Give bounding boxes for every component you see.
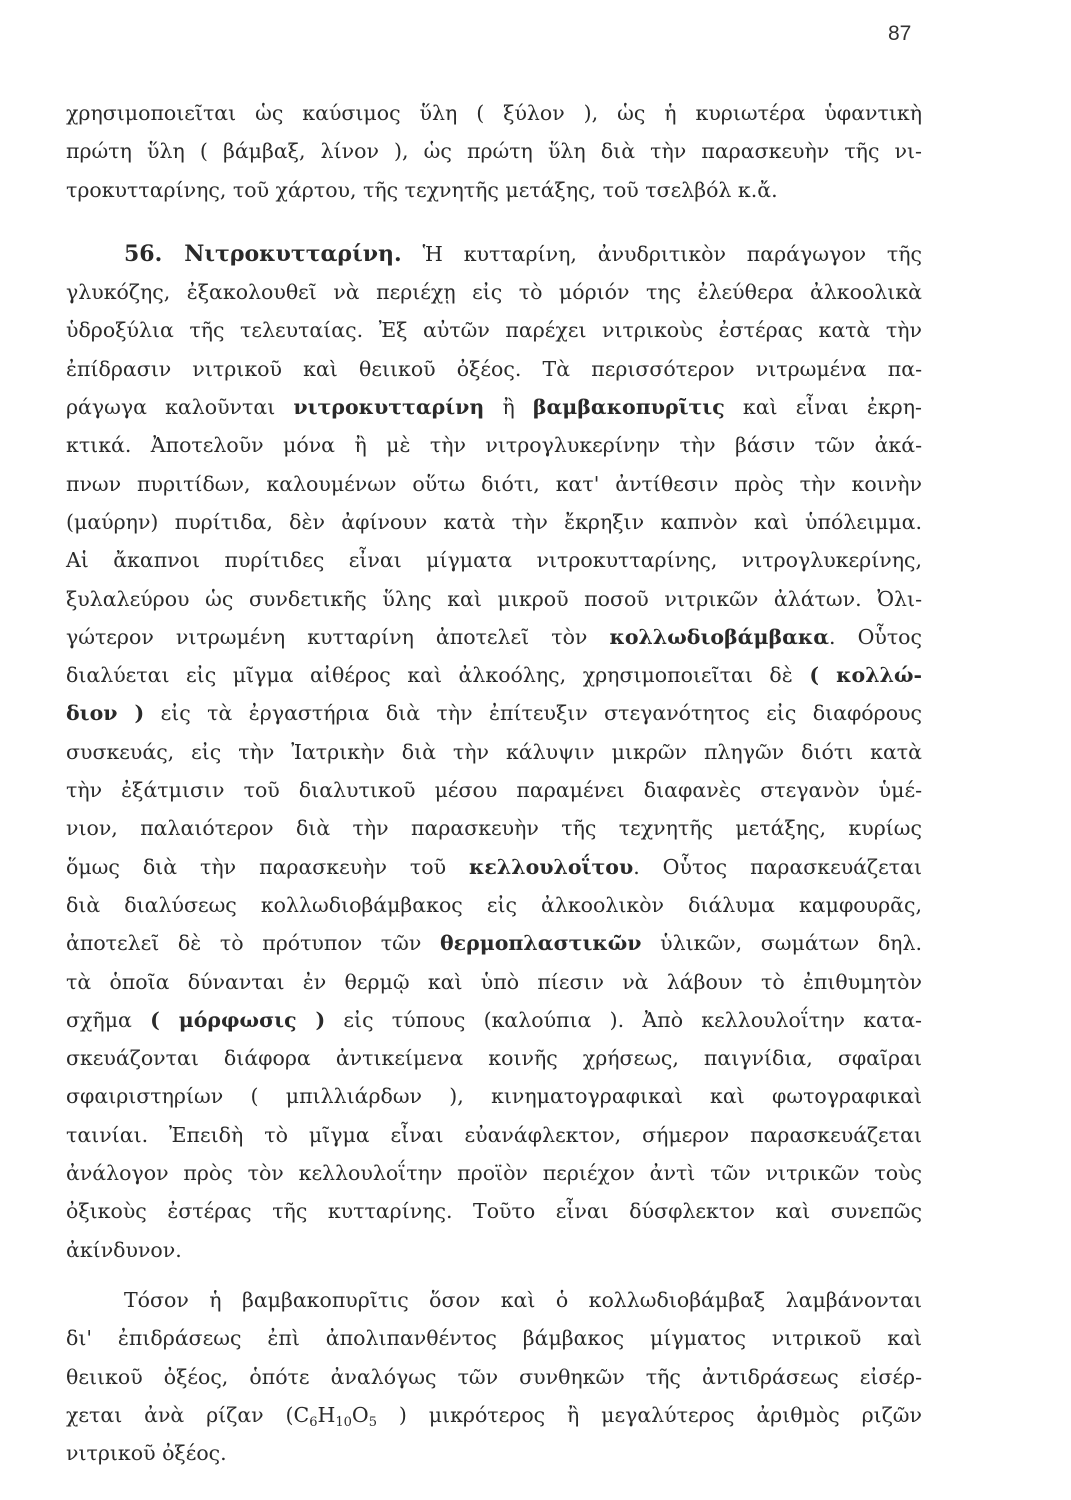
- text-line: τροκυτταρίνης, τοῦ χάρτου, τῆς τεχνητῆς μετάξης, τοῦ τσελβόλ κ.ἄ.: [66, 177, 778, 202]
- text-run: Ἡ κυτταρίνη, ἀνυδριτικὸν παράγωγον τῆς: [422, 241, 923, 266]
- term-molding: ( μόρφωσις ): [150, 1007, 326, 1032]
- text-run: ὑλικῶν, σωμάτων δηλ.: [660, 931, 922, 956]
- text-line: σκευάζονται διάφορα ἀντικείμενα κοινῆς χρήσεως, παιγνίδια, σφαῖραι: [66, 1046, 922, 1071]
- text-line: [66, 848, 922, 886]
- text-run: ἢ: [502, 395, 515, 420]
- text-line: ταινίαι. Ἐπειδὴ τὸ μῖγμα εἶναι εὐανάφλεκτον, σήμερον παρασκευάζεται: [66, 1122, 922, 1147]
- term-collodion-cont: διον ): [66, 701, 145, 726]
- text-line: ξυλαλεύρου ὡς συνδετικῆς ὕλης καὶ μικροῦ ποσοῦ νιτρικῶν ἀλάτων. Ὀλι-: [66, 586, 922, 611]
- formula-oxygen-count: 5: [368, 1414, 377, 1430]
- text-line: διὰ διαλύσεως κολλωδιοβάμβακος εἰς ἀλκοολικὸν διάλυμα καμφουρᾶς,: [66, 892, 922, 917]
- text-line: Τόσον ἡ βαμβακοπυρῖτις ὅσον καὶ ὁ κολλωδιοβάμβαξ λαμβάνονται: [124, 1287, 922, 1312]
- formula-oxygen: O: [351, 1402, 369, 1427]
- page-body: [66, 94, 922, 1472]
- text-run: χεται ἀνὰ ρίζαν (: [66, 1402, 294, 1427]
- term-thermoplastics: θερμοπλαστικῶν: [439, 931, 642, 956]
- text-run: εἰς τὰ ἐργαστήρια διὰ τὴν ἐπίτευξιν στεγανότητος εἰς διαφόρους: [160, 701, 922, 726]
- text-run: γώτερον νιτρωμένη κυτταρίνη ἀποτελεῖ τὸν: [66, 624, 588, 649]
- text-line: νιον, παλαιότερον διὰ τὴν παρασκευὴν τῆς τεχνητῆς μετάξης, κυρίως: [66, 816, 922, 841]
- formula-hydrogen-count: 10: [335, 1414, 352, 1430]
- text-run: ) μικρότερος ἢ μεγαλύτερος ἀριθμὸς ριζῶν: [398, 1402, 922, 1427]
- text-line: [66, 1001, 922, 1039]
- text-line: ὑδροξύλια τῆς τελευταίας. Ἐξ αὐτῶν παρέχει νιτρικοὺς ἐστέρας κατὰ τὴν: [66, 318, 922, 343]
- text-line: θειικοῦ ὀξέος, ὁπότε ἀναλόγως τῶν συνθηκῶν τῆς ἀντιδράσεως εἰσέρ-: [66, 1364, 922, 1389]
- text-line: γλυκόζης, ἐξακολουθεῖ νὰ περιέχῃ εἰς τὸ μόριόν της ἐλεύθερα ἀλκοολικὰ: [66, 280, 922, 305]
- text-run: . Οὗτος: [828, 624, 922, 649]
- text-line: νιτρικοῦ ὀξέος.: [66, 1441, 227, 1466]
- text-line: τὴν ἐξάτμισιν τοῦ διαλυτικοῦ μέσου παραμένει διαφανὲς στεγανὸν ὑμέ-: [66, 778, 922, 803]
- chemical-formula: [293, 1402, 378, 1430]
- text-line: ἀκίνδυνον.: [66, 1237, 182, 1262]
- text-line: κτικά. Ἀποτελοῦν μόνα ἢ μὲ τὴν νιτρογλυκερίνην τὴν βάσιν τῶν ἀκά-: [66, 433, 922, 458]
- text-line: χρησιμοποιεῖται ὡς καύσιμος ὕλη ( ξύλον ), ὡς ἡ κυριωτέρα ὑφαντικὴ: [66, 101, 922, 125]
- text-line: [66, 694, 922, 732]
- text-line: συσκευάς, εἰς τὴν Ἰατρικὴν διὰ τὴν κάλυψιν μικρῶν πληγῶν διότι κατὰ: [66, 739, 922, 764]
- term-collodion-cotton: κολλωδιοβάμβακα: [609, 624, 829, 649]
- text-line: ἐπίδρασιν νιτρικοῦ καὶ θειικοῦ ὀξέος. Τὰ περισσότερον νιτρωμένα πα-: [66, 356, 922, 381]
- text-line: (μαύρην) πυρίτιδα, δὲν ἀφίνουν κατὰ τὴν ἔκρηξιν καπνὸν καὶ ὑπόλειμμα.: [66, 509, 922, 534]
- formula-hydrogen: H: [317, 1402, 336, 1427]
- text-run: καὶ εἶναι ἐκρη-: [742, 395, 922, 420]
- text-line: ἀνάλογον πρὸς τὸν κελλουλοΐτην προϊὸν περιέχον ἀντὶ τῶν νιτρικῶν τοὺς: [66, 1161, 922, 1186]
- text-run: σχῆμα: [66, 1007, 132, 1032]
- paragraph-preparation: [66, 1281, 922, 1472]
- text-run: ἀποτελεῖ δὲ τὸ πρότυπον τῶν: [66, 931, 422, 956]
- text-line: πνων πυριτίδων, καλουμένων οὕτω διότι, κατ' ἀντίθεσιν πρὸς τὴν κοινὴν: [66, 471, 922, 496]
- text-line: ὀξικοὺς ἐστέρας τῆς κυτταρίνης. Τοῦτο εἶναι δύσφλεκτον καὶ συνεπῶς: [66, 1199, 922, 1224]
- formula-carbon: C: [293, 1402, 310, 1427]
- page-number: 87: [888, 22, 912, 45]
- term-celluloid: κελλουλοΐτου: [469, 854, 634, 879]
- paragraph-intro: [66, 94, 922, 209]
- text-line: σφαιριστηρίων ( μπιλλιάρδων ), κινηματογραφικαὶ καὶ φωτογραφικαὶ: [66, 1084, 922, 1109]
- text-line: [66, 924, 922, 962]
- text-line: [66, 235, 922, 273]
- text-line: πρώτη ὕλη ( βάμβαξ, λίνον ), ὡς πρώτη ὕλη διὰ τὴν παρασκευὴν τῆς νι-: [66, 139, 922, 164]
- formula-carbon-count: 6: [309, 1414, 318, 1430]
- section-56: [66, 235, 922, 1269]
- text-run: διαλύεται εἰς μῖγμα αἰθέρος καὶ ἀλκοόλης, χρησιμοποιεῖται δὲ: [66, 663, 793, 688]
- text-run: ὅμως διὰ τὴν παρασκευὴν τοῦ: [66, 854, 447, 879]
- text-run: . Οὗτος παρασκευάζεται: [633, 854, 922, 879]
- text-line: [66, 388, 922, 426]
- text-line: Αἱ ἄκαπνοι πυρίτιδες εἶναι μίγματα νιτροκυτταρίνης, νιτρογλυκερίνης,: [66, 548, 922, 573]
- text-line: [66, 656, 922, 694]
- text-run: ράγωγα καλοῦνται: [66, 395, 276, 420]
- text-line: δι' ἐπιδράσεως ἐπὶ ἀπολιπανθέντος βάμβακος μίγματος νιτρικοῦ καὶ: [66, 1326, 922, 1351]
- term-guncotton: βαμβακοπυρῖτις: [532, 395, 725, 420]
- text-line: [66, 618, 922, 656]
- section-heading: 56. Νιτροκυτταρίνη.: [124, 240, 402, 267]
- term-nitrocellulose: νιτροκυτταρίνη: [293, 395, 485, 420]
- text-line: [66, 1396, 922, 1434]
- text-run: εἰς τύπους (καλούπια ). Ἀπὸ κελλουλοΐτην κατα-: [343, 1007, 922, 1032]
- text-line: τὰ ὁποῖα δύνανται ἐν θερμῷ καὶ ὑπὸ πίεσιν νὰ λάβουν τὸ ἐπιθυμητὸν: [66, 969, 922, 994]
- term-collodion: ( κολλώ-: [809, 663, 922, 688]
